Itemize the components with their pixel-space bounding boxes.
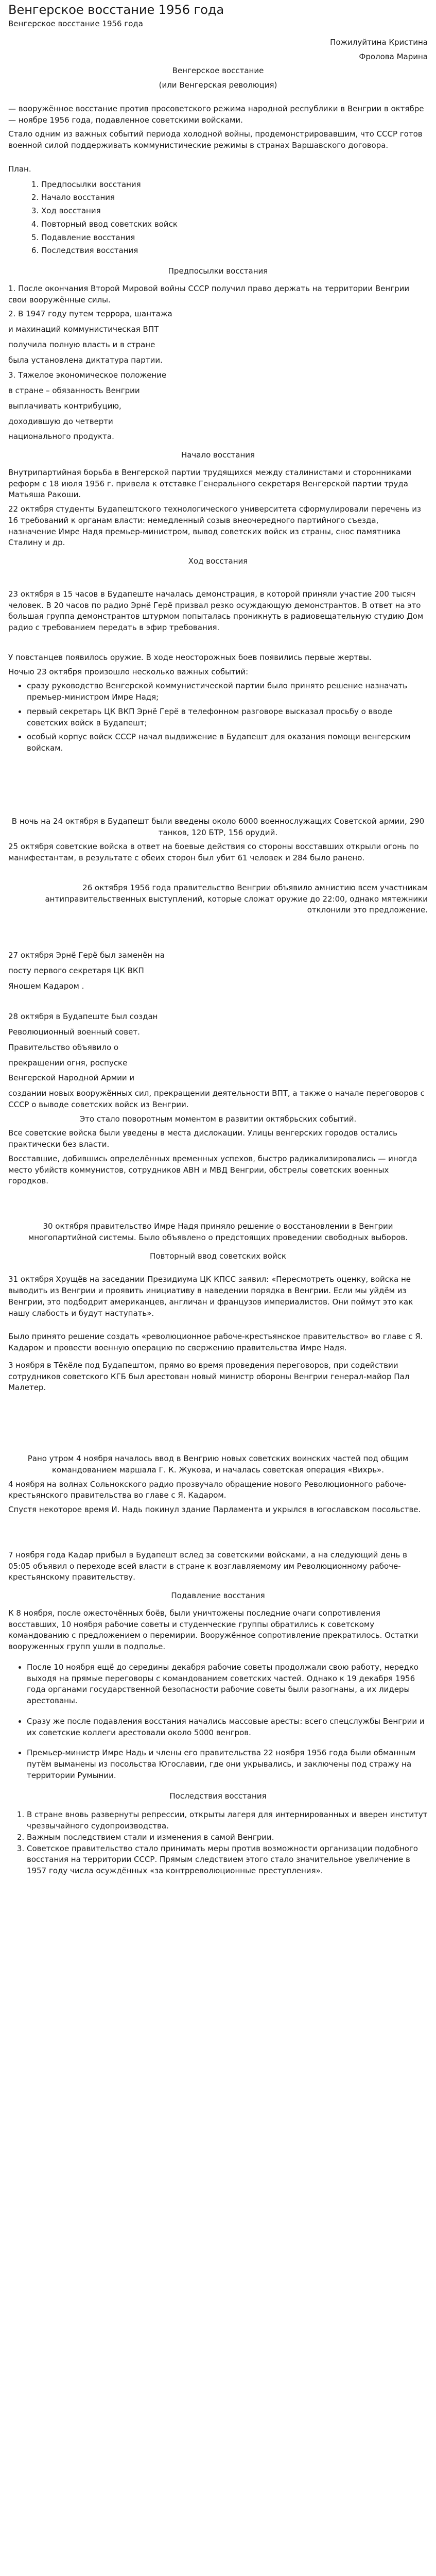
list-item: • Премьер-министр Имре Надь и члены его правительства 22 ноября 1956 года были обманным путём выманены из посольства Югославии, где они укрывались, и заключены под стражу на территории Румынии. [27, 1748, 428, 1781]
course-line: посту первого секретаря ЦК ВКП [8, 965, 144, 975]
list-item: 2. Важным последствием стали и изменения в самой Венгрии. [27, 1832, 428, 1843]
course-paragraph: Ночью 23 октября произошло несколько важных событий: [8, 667, 249, 676]
course-paragraph: В ночь на 24 октября в Будапешт были введены около 6000 военнослужащих Советской армии, 290 танков, 120 БТР, 156 орудий. [11, 816, 425, 837]
suppression-paragraph: К 8 ноября, после ожесточённых боёв, были уничтожены последние очаги сопротивления восставших, 10 ноября рабочие советы и студенческие группы обратились к советскому командованию с предложением о перемирии. Вооружённое сопротивление прекратилось. Остатки вооруженных групп ушли в подполье. [8, 1608, 418, 1651]
course-line: 28 октября в Будапеште был создан [8, 1012, 158, 1022]
section-title-consequences: Последствия восстания [169, 1791, 267, 1801]
course-line: Правительство объявило о [8, 1042, 119, 1052]
author-1: Пожилуйтина Кристина [330, 37, 428, 47]
section-title-prerequisites: Предпосылки восстания [168, 266, 268, 276]
prerequisites-line: была установлена диктатура партии. [8, 355, 163, 365]
course-line: 27 октября Эрнё Герё был заменён на [8, 951, 165, 960]
section-title-suppression: Подавление восстания [171, 1591, 265, 1600]
section-title-start: Начало восстания [181, 450, 255, 460]
reentry-paragraph: 3 ноября в Тёкёле под Будапештом, прямо во время проведения переговоров, при содействии сотрудников советского КГБ был арестован новый министр обороны Венгрии генерал-майор Пал Малетер. [8, 1360, 410, 1393]
list-item: • сразу руководство Венгерской коммунистической партии было принято решение назначать премьер-министром Имре Надя; [27, 681, 428, 703]
plan-label: План. [8, 164, 31, 174]
heading-line-2: (или Венгерская революция) [159, 80, 277, 90]
plan-list [8, 179, 428, 257]
course-line: Венгерской Народной Армии и [8, 1073, 135, 1083]
prerequisites-line: доходившую до четверти [8, 416, 113, 426]
list-item: • особый корпус войск СССР начал выдвижение в Будапешт для оказания помощи венгерским войскам. [27, 732, 428, 754]
intro-paragraph-2: Стало одним из важных событий периода холодной войны, продемонстрировавшим, что СССР готов военной силой поддерживать коммунистические режимы в странах Варшавского договора. [8, 129, 423, 150]
course-paragraph: 23 октября в 15 часов в Будапеште началась демонстрация, в которой приняли участие 200 тысяч человек. В 20 часов по радио Эрнё Герё призвал резко осуждающую демонстрантов. В ответ на это большая группа демонстрантов штурмом попыталась проникнуть в радиовещательную студию Дом радио с требованием передать в эфир требования. [8, 589, 424, 632]
suppression-paragraph: 7 ноября года Кадар прибыл в Будапешт вслед за советскими войсками, а на следующий день в 05:05 объявил о переходе всей власти в стране к возглавляемому им Революционному рабоче-крестьянскому правительству. [8, 1550, 407, 1582]
course-line: прекращении огня, роспуске [8, 1058, 128, 1067]
course-paragraph: Это стало поворотным моментом в развитии октябрьских событий. [79, 1114, 357, 1124]
plan-item: 6. Последствия восстания [41, 245, 428, 257]
author-2: Фролова Марина [359, 52, 428, 61]
start-paragraph: 22 октября студенты Будапештского технологического университета сформулировали перечень из 16 требований к органам власти: немедленный созыв внеочередного партийного съезда, назначение Имре Надя премьер-министром, вывод советских войск из страны, снос памятника Сталину и др. [8, 504, 422, 548]
suppression-paragraph: 4 ноября на волнах Сольнокского радио прозвучало обращение нового Революционного рабоче-крестьянского правительства во главе с Я. Кадаром. [8, 1479, 407, 1500]
heading-line-1: Венгерское восстание [172, 66, 264, 76]
list-item: • После 10 ноября ещё до середины декабря рабочие советы продолжали свою работу, нередко выходя на прямые переговоры с командованием советских частей. Однако к 19 декабря 1956 года органами государственной безопасности рабочие советы были разогнаны, а их лидеры арестованы. [27, 1662, 428, 1707]
list-item: 1. В стране вновь развернуты репрессии, открыты лагеря для интернированных и вверен институт чрезвычайного судопроизводства. [27, 1809, 428, 1832]
course-paragraph: 25 октября советские войска в ответ на боевые действия со стороны восставших открыли огонь по манифестантам, в результате с обеих сторон был убит 61 человек и 284 было ранено. [8, 842, 419, 862]
course-events-list [8, 681, 428, 754]
plan-item: 4. Повторный ввод советских войск [41, 219, 428, 230]
reentry-paragraph: Было принято решение создать «революционное рабоче-крестьянское правительство» во главе с Я. Кадаром и провести военную операцию по свержению правительства Имре Надя. [8, 1332, 423, 1352]
list-item: • Сразу же после подавления восстания начались массовые аресты: всего спецслужбы Венгрии и их советские коллеги арестовали около 5000 венгров. [27, 1716, 428, 1739]
course-paragraph: 26 октября 1956 года правительство Венгрии объявило амнистию всем участникам антиправительственных выступлений, которые сложат оружие до 22:00, однако мятежники отклонили это предложение. [45, 883, 428, 915]
consequences-list [8, 1809, 428, 1877]
suppression-paragraph: Спустя некоторое время И. Надь покинул здание Парламента и укрылся в югославском посольстве. [8, 1505, 421, 1514]
course-paragraph: У повстанцев появилось оружие. В ходе неосторожных боев появились первые жертвы. [8, 652, 372, 662]
prerequisites-line: 2. В 1947 году путем террора, шантажа [8, 309, 172, 319]
prerequisites-line: получила полную власть и в стране [8, 340, 155, 349]
start-paragraph: Внутрипартийная борьба в Венгерской партии трудящихся между сталинистами и сторонниками реформ с 18 июля 1956 г. привела к отставке Генерального секретаря Венгерской партии труда Матьяша Ракоши. [8, 467, 412, 500]
list-item: • первый секретарь ЦК ВКП Эрнё Герё в телефонном разговоре высказал просьбу о вводе советских войск в Будапешт; [27, 706, 428, 729]
course-paragraph: Все советские войска были уведены в места дислокации. Улицы венгерских городов остались практически без власти. [8, 1128, 397, 1149]
prerequisites-line: и махинаций коммунистическая ВПТ [8, 325, 159, 334]
suppression-list [8, 1662, 428, 1782]
plan-item: 3. Ход восстания [41, 206, 428, 217]
document-title: Венгерское восстание 1956 года [8, 3, 224, 17]
reentry-paragraph: 31 октября Хрущёв на заседании Президиума ЦК КПСС заявил: «Пересмотреть оценку, войска не выводить из Венгрии и проявить инициативу в наведении порядка в Венгрии. Если мы уйдём из Венгрии, это подбодрит американцев, англичан и французов империалистов. Они поймут это как нашу слабость и будут наступать». [8, 1275, 413, 1318]
prerequisites-line: выплачивать контрибуцию, [8, 401, 121, 411]
document-subtitle: Венгерское восстание 1956 года [8, 19, 143, 28]
prerequisites-line: национального продукта. [8, 432, 114, 442]
course-paragraph: Восставшие, добившись определённых временных успехов, быстро радикализировались — иногда место убийств коммунистов, сотрудников АВН и МВД Венгрии, обстрелы советских военных городков. [8, 1154, 417, 1186]
intro-paragraph-1: — вооружённое восстание против просоветского режима народной республики в Венгрии в октябре — ноябре 1956 года, подавленное советскими войсками. [8, 104, 424, 125]
plan-item: 2. Начало восстания [41, 192, 428, 204]
suppression-paragraph: Рано утром 4 ноября началось ввод в Венгрию новых советских воинских частей под общим командованием маршала Г. К. Жукова, и началась советская операция «Вихрь». [27, 1454, 409, 1475]
course-paragraph: 30 октября правительство Имре Надя приняло решение о восстановлении в Венгрии многопартийной системы. Было объявлено о предстоящих проведении свободных выборов. [28, 1222, 408, 1242]
plan-item: 5. Подавление восстания [41, 232, 428, 244]
prerequisites-line: 3. Тяжелое экономическое положение [8, 370, 167, 380]
list-item: 3. Советское правительство стало принимать меры против возможности организации подобного восстания на территории СССР. Прямым следствием этого стало значительное увеличение в 1957 году числа осуждённых «за контрреволюционные преступления». [27, 1843, 428, 1877]
section-title-course: Ход восстания [188, 556, 248, 566]
section-title-reentry: Повторный ввод советских войск [150, 1251, 286, 1261]
plan-item: 1. Предпосылки восстания [41, 179, 428, 191]
course-paragraph: создании новых вооружённых сил, прекращении деятельности ВПТ, а также о начале переговоров с СССР о выводе советских войск из Венгрии. [8, 1089, 425, 1109]
course-line: Революционный военный совет. [8, 1027, 140, 1037]
course-line: Яношем Кадаром . [8, 981, 84, 991]
prerequisites-line: в стране – обязанность Венгрии [8, 386, 140, 395]
prerequisites-paragraph: 1. После окончания Второй Мировой войны СССР получил право держать на территории Венгрии свои вооружённые силы. [8, 283, 410, 304]
